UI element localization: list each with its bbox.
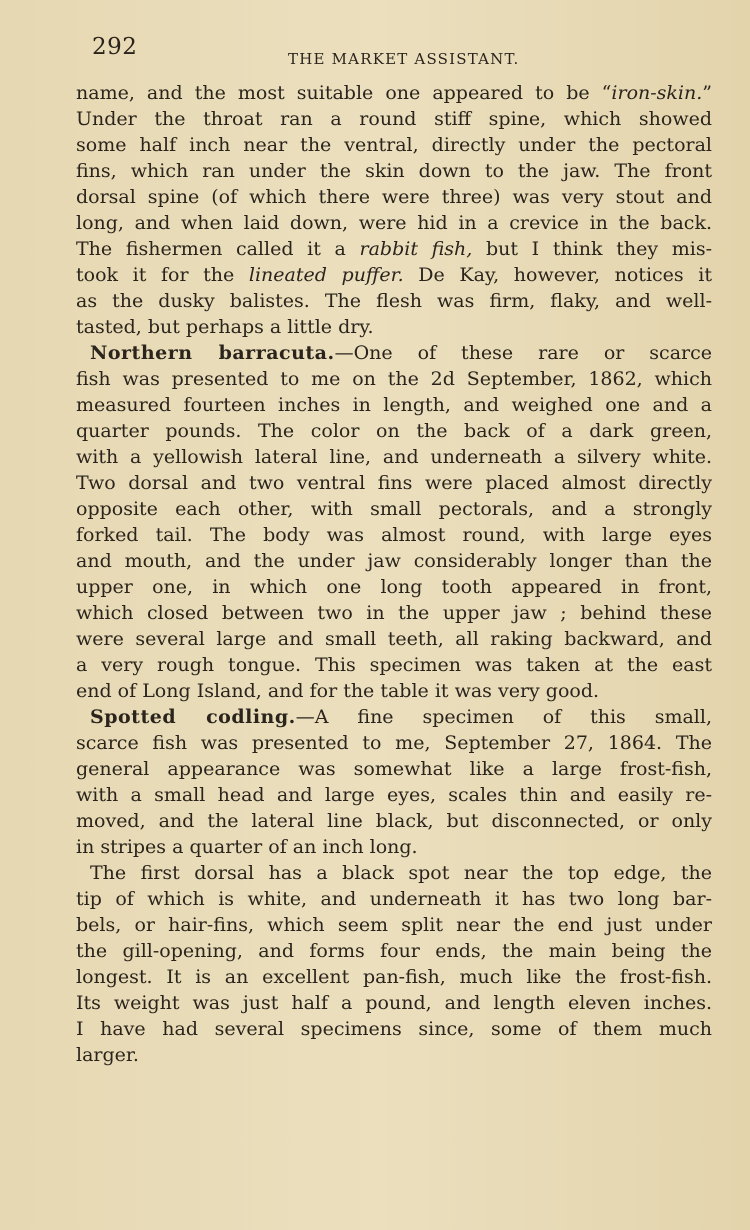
text-run: tip of which is white, and underneath it has two long bar- — [76, 888, 712, 910]
text-run: Its weight was just half a pound, and length eleven inches. — [76, 992, 712, 1014]
page-number: 292 — [92, 34, 138, 60]
text-run: fish was presented to me on the 2d September, 1862, which — [76, 368, 712, 390]
text-line — [76, 756, 712, 782]
text-line — [76, 834, 712, 860]
text-line — [76, 990, 712, 1016]
text-line — [76, 470, 712, 496]
text-run: The fishermen called it a — [76, 238, 360, 260]
paragraph — [76, 80, 712, 340]
paragraph — [76, 860, 712, 1068]
text-run: Two dorsal and two ventral fins were placed almost directly — [76, 472, 712, 494]
text-line — [76, 912, 712, 938]
text-line — [76, 106, 712, 132]
text-run: were several large and small teeth, all raking backward, and — [76, 628, 712, 650]
text-run: fins, which ran under the skin down to the jaw. The front — [76, 160, 712, 182]
text-line — [76, 366, 712, 392]
body-text — [76, 80, 712, 1068]
text-line — [76, 158, 712, 184]
text-run: bels, or hair-fins, which seem split near the end just under — [76, 914, 712, 936]
text-run: the gill-opening, and forms four ends, the main being the — [76, 940, 712, 962]
text-run: which closed between two in the upper jaw ; behind these — [76, 602, 712, 624]
text-line — [76, 652, 712, 678]
text-run: moved, and the lateral line black, but disconnected, or only — [76, 810, 712, 832]
text-line — [76, 288, 712, 314]
text-line — [76, 340, 712, 366]
text-run: measured fourteen inches in length, and weighed one and a — [76, 394, 712, 416]
text-run: Under the throat ran a round stiff spine, which showed — [76, 108, 712, 130]
paragraph — [76, 704, 712, 860]
text-line — [76, 964, 712, 990]
text-run: quarter pounds. The color on the back of a dark green, — [76, 420, 712, 442]
text-line — [76, 496, 712, 522]
text-run: name, and the most suitable one appeared to be “ — [76, 82, 612, 104]
text-run: —A fine specimen of this small, — [295, 706, 712, 728]
text-run: opposite each other, with small pectorals, and a strongly — [76, 498, 712, 520]
italic-text: iron-skin. — [611, 82, 703, 104]
text-run: larger. — [76, 1044, 139, 1066]
text-run: some half inch near the ventral, directly under the pectoral — [76, 134, 712, 156]
text-line — [76, 730, 712, 756]
text-line — [76, 236, 712, 262]
text-line — [76, 1042, 712, 1068]
text-line — [76, 418, 712, 444]
text-line — [76, 1016, 712, 1042]
text-line — [76, 314, 712, 340]
text-line — [76, 938, 712, 964]
text-run: with a yellowish lateral line, and underneath a silvery white. — [76, 446, 712, 468]
text-line — [76, 522, 712, 548]
text-line — [76, 210, 712, 236]
text-line — [76, 444, 712, 470]
text-run: dorsal spine (of which there were three) was very stout and — [76, 186, 712, 208]
text-line — [76, 80, 712, 106]
text-line — [76, 132, 712, 158]
italic-text: rabbit fish, — [359, 238, 473, 260]
text-run: as the dusky balistes. The flesh was firm, flaky, and well- — [76, 290, 712, 312]
text-line — [76, 600, 712, 626]
text-run: long, and when laid down, were hid in a crevice in the back. — [76, 212, 712, 234]
text-run: with a small head and large eyes, scales thin and easily re- — [76, 784, 712, 806]
running-head: THE MARKET ASSISTANT. — [288, 50, 520, 68]
text-run: tasted, but perhaps a little dry. — [76, 316, 374, 338]
text-run: but I think they mis- — [472, 238, 712, 260]
text-line — [76, 184, 712, 210]
text-line — [76, 886, 712, 912]
page-header — [92, 32, 710, 72]
paragraph — [76, 340, 712, 704]
text-line — [76, 704, 712, 730]
text-line — [76, 262, 712, 288]
section-heading: Spotted codling. — [90, 706, 296, 728]
text-run: general appearance was somewhat like a large frost-fish, — [76, 758, 712, 780]
text-run: ” — [702, 82, 712, 104]
text-line — [76, 548, 712, 574]
text-run: forked tail. The body was almost round, with large eyes — [76, 524, 712, 546]
text-run: upper one, in which one long tooth appeared in front, — [76, 576, 712, 598]
text-run: longest. It is an excellent pan-fish, much like the frost-fish. — [76, 966, 712, 988]
text-run: The first dorsal has a black spot near the top edge, the — [90, 862, 712, 884]
text-line — [76, 782, 712, 808]
text-line — [76, 808, 712, 834]
text-run: took it for the — [76, 264, 249, 286]
text-run: De Kay, however, notices it — [403, 264, 712, 286]
text-run: I have had several specimens since, some of them much — [76, 1018, 712, 1040]
text-line — [76, 574, 712, 600]
text-run: —One of these rare or scarce — [334, 342, 712, 364]
text-run: end of Long Island, and for the table it was very good. — [76, 680, 600, 702]
text-run: and mouth, and the under jaw considerably longer than the — [76, 550, 712, 572]
section-heading: Northern barracuta. — [90, 342, 335, 364]
text-line — [76, 626, 712, 652]
text-run: scarce fish was presented to me, September 27, 1864. The — [76, 732, 712, 754]
text-run: a very rough tongue. This specimen was taken at the east — [76, 654, 712, 676]
italic-text: lineated puffer. — [248, 264, 404, 286]
text-line — [76, 392, 712, 418]
text-line — [76, 678, 712, 704]
text-run: in stripes a quarter of an inch long. — [76, 836, 418, 858]
text-line — [76, 860, 712, 886]
